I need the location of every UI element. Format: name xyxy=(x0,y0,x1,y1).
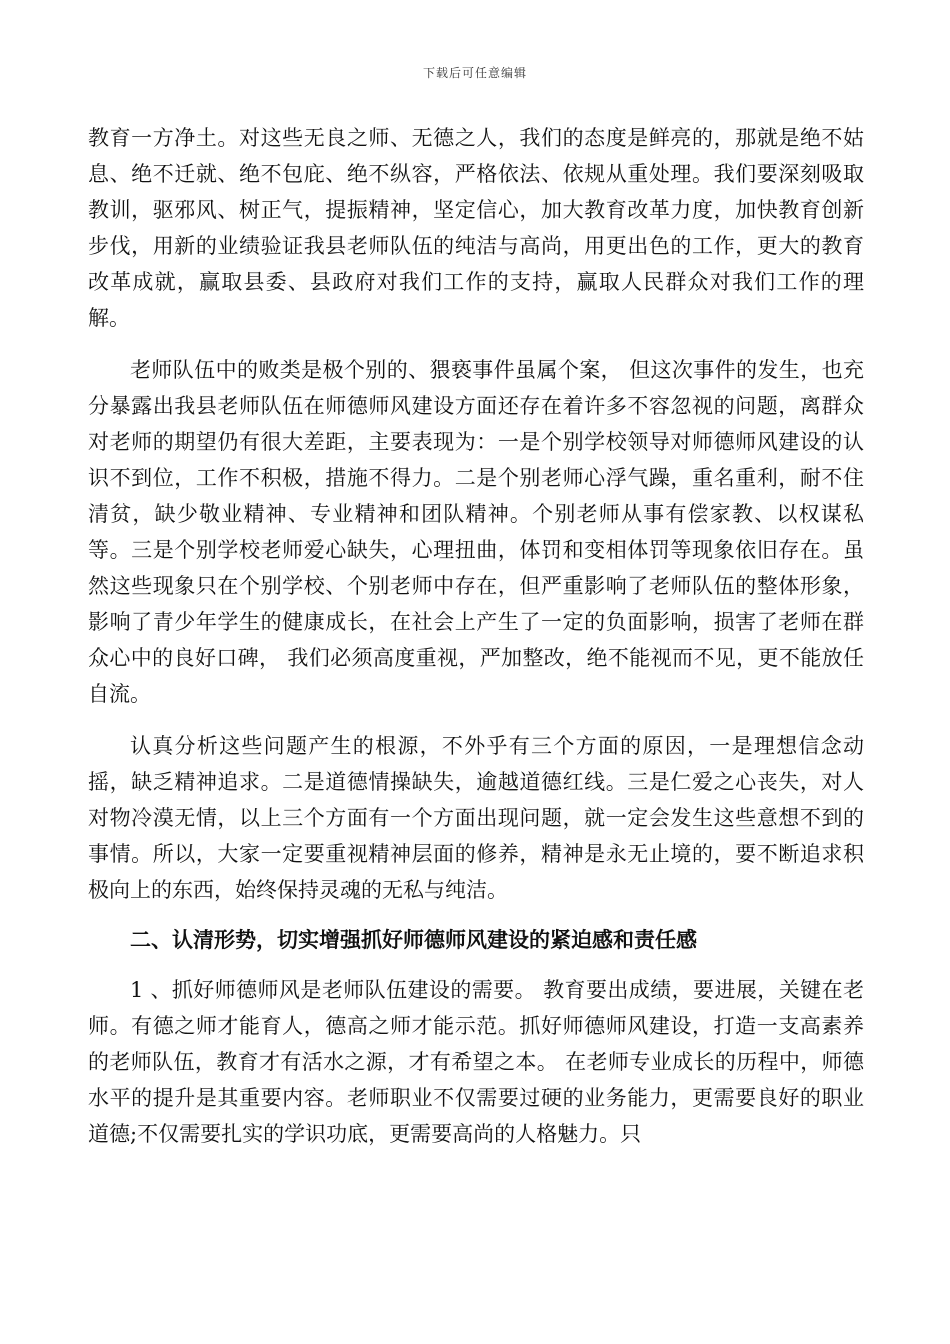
paragraph-2: 老师队伍中的败类是极个别的、猥亵事件虽属个案， 但这次事件的发生，也充分暴露出我县老师队伍在师德师风建设方面还存在着许多不容忽视的问题，离群众对老师的期望仍有很大差距，主要表现为：一是个别学校领导对师德师风建设的认识不到位，工作不积极，措施不得力。二是个别老师心浮气躁，重名重利，耐不住清贫，缺少敬业精神、专业精神和团队精神。个别老师从事有偿家教、以权谋私等。三是个别学校老师爱心缺失，心理扭曲，体罚和变相体罚等现象依旧存在。虽然这些现象只在个别学校、个别老师中存在，但严重影响了老师队伍的整体形象，影响了青少年学生的健康成长，在社会上产生了一定的负面影响，损害了老师在群众心中的良好口碑， 我们必须高度重视，严加整改，绝不能视而不见，更不能放任自流。 xyxy=(88,358,864,706)
section-heading: 二、认清形势，切实增强抓好师德师风建设的紧迫感和责任感 xyxy=(130,928,697,952)
document-body xyxy=(88,120,864,1152)
page-header: 下载后可任意编辑 xyxy=(422,66,527,80)
paragraph-4: 1 、抓好师德师风是老师队伍建设的需要。 教育要出成绩，要进展，关键在老师。有德之师才能育人，德高之师才能示范。抓好师德师风建设，打造一支高素养的老师队伍，教育才有活水之源，才有希望之本。 在老师专业成长的历程中，师德水平的提升是其重要内容。老师职业不仅需要过硬的业务能力，更需要良好的职业道德;不仅需要扎实的学识功底，更需要高尚的人格魅力。只 xyxy=(88,978,864,1146)
paragraph-1: 教育一方净土。对这些无良之师、无德之人，我们的态度是鲜亮的，那就是绝不姑息、绝不迁就、绝不包庇、绝不纵容，严格依法、依规从重处理。我们要深刻吸取教训，驱邪风、树正气，提振精神，坚定信心，加大教育改革力度，加快教育创新步伐，用新的业绩验证我县老师队伍的纯洁与高尚，用更出色的工作，更大的教育改革成就，赢取县委、县政府对我们工作的支持，赢取人民群众对我们工作的理解。 xyxy=(88,126,864,330)
paragraph-3: 认真分析这些问题产生的根源，不外乎有三个方面的原因，一是理想信念动摇，缺乏精神追求。二是道德情操缺失，逾越道德红线。三是仁爱之心丧失，对人对物冷漠无情，以上三个方面有一个方面出现问题，就一定会发生这些意想不到的事情。所以，大家一定要重视精神层面的修养，精神是永无止境的，要不断追求积极向上的东西，始终保持灵魂的无私与纯洁。 xyxy=(88,734,864,902)
